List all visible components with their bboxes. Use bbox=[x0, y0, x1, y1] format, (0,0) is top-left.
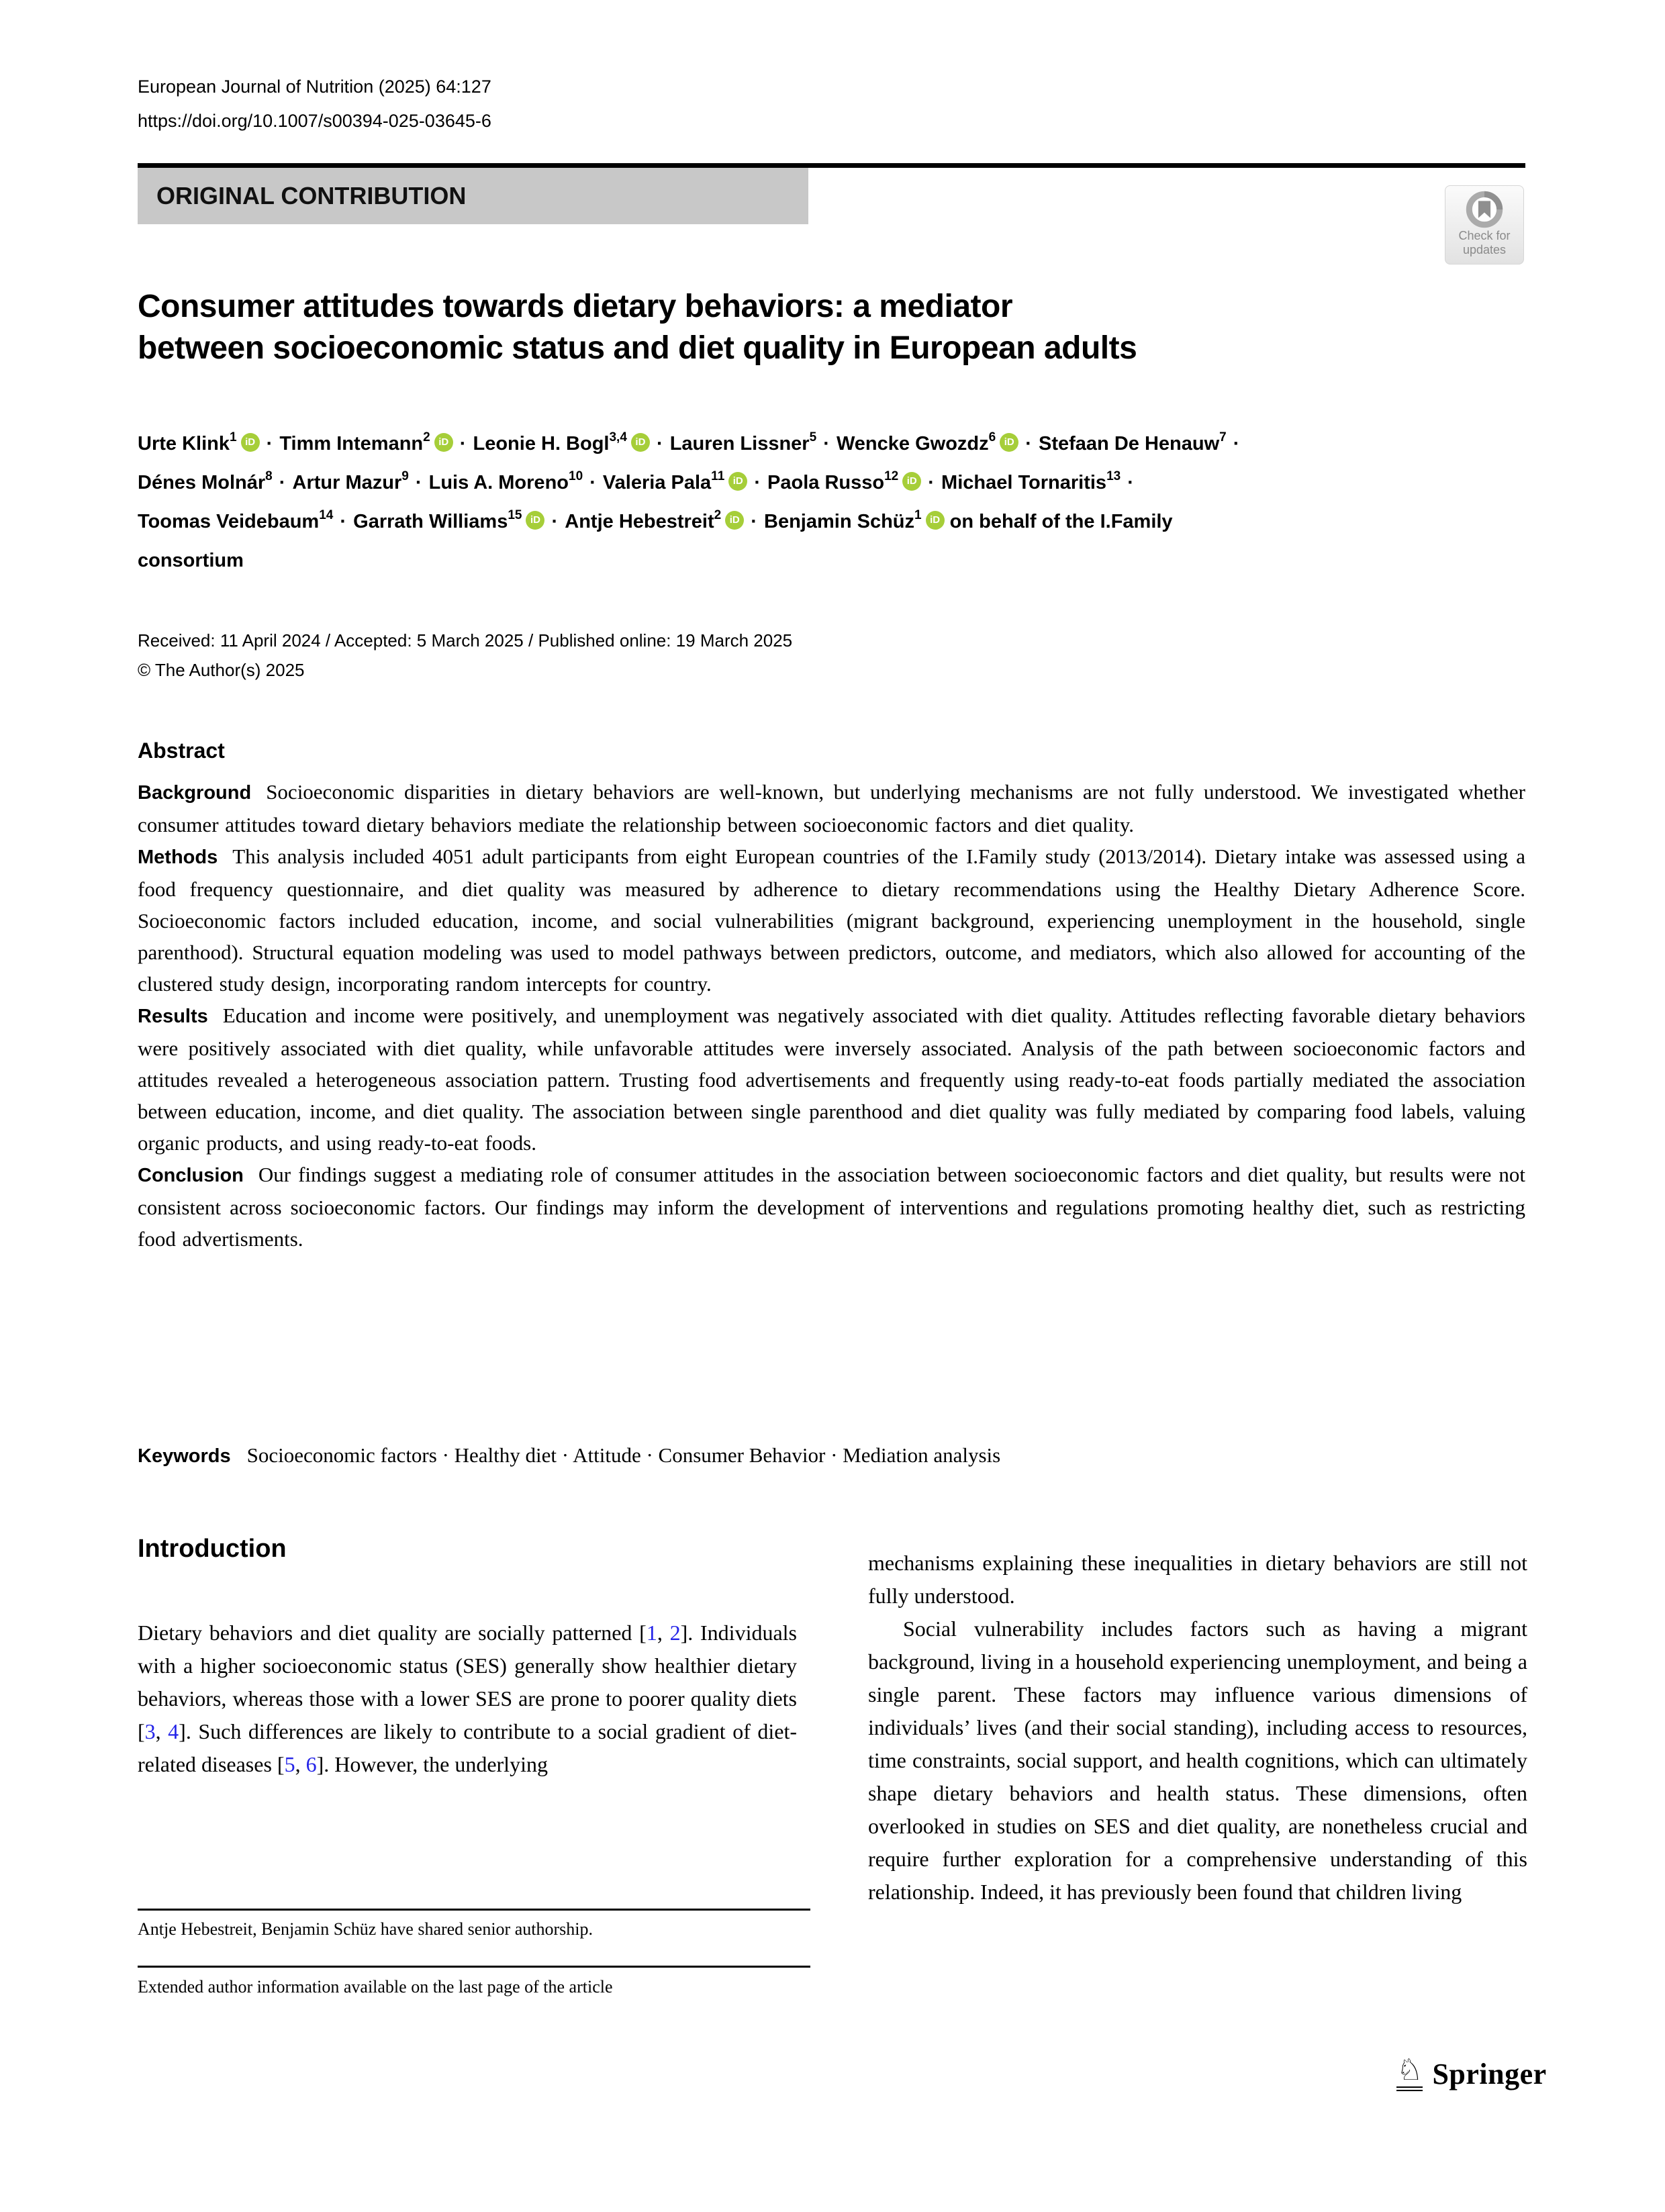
abstract-section-text: Socioeconomic disparities in dietary behaviors are well-known, but underlying mechanisms are not fully understood. We investigated whether consumer attitudes toward dietary behaviors mediate the relationship between socioeconomic factors and diet quality. bbox=[138, 780, 1525, 836]
article-category-label: ORIGINAL CONTRIBUTION bbox=[156, 182, 467, 209]
check-badge-line2: updates bbox=[1462, 243, 1507, 256]
abstract-heading: Abstract bbox=[138, 738, 225, 763]
author-name: Leonie H. Bogl bbox=[473, 433, 610, 454]
author-separator: · bbox=[1020, 433, 1037, 454]
author-line bbox=[138, 502, 1561, 541]
orcid-icon[interactable]: iD bbox=[1000, 433, 1018, 452]
orcid-icon[interactable]: iD bbox=[241, 433, 260, 452]
citation-link[interactable]: 4 bbox=[168, 1719, 179, 1743]
author-name: Artur Mazur bbox=[292, 472, 402, 493]
author-separator: · bbox=[922, 472, 941, 493]
author-affiliation-superscript: 2 bbox=[714, 508, 722, 522]
body-paragraph bbox=[138, 1617, 797, 1781]
article-category-band bbox=[138, 168, 808, 224]
footnote-rule-1 bbox=[138, 1909, 810, 1911]
citation-link[interactable]: 5 bbox=[284, 1752, 295, 1776]
author-affiliation-superscript: 14 bbox=[319, 508, 334, 522]
body-text: ]. Individuals with a higher socioeconomic status (SES) generally show healthier dietary behaviors, whereas those with a lower SES are prone to poorer quality diets [ bbox=[138, 1621, 798, 1743]
footnote-rule-2 bbox=[138, 1966, 810, 1968]
author-separator: · bbox=[260, 433, 279, 454]
author-line bbox=[138, 541, 1561, 580]
abstract-body bbox=[138, 776, 1525, 1255]
abstract-paragraph bbox=[138, 1159, 1525, 1255]
body-text: , bbox=[295, 1752, 306, 1776]
abstract-section-text: Education and income were positively, and unemployment was negatively associated with diet quality. Attitudes reflecting favorable dietary behaviors were positively associated with diet quality, while unfavorable attitudes were inversely associated. Analysis of the path between socioeconomic factors and attitudes revealed a heterogeneous association pattern. Trusting food advertisements and frequently using ready-to-eat foods partially mediated the association between education, income, and diet quality. The association between single parenthood and diet quality was fully mediated by comparing food labels, valuing organic products, and using ready-to-eat foods. bbox=[138, 1004, 1525, 1155]
author-separator: · bbox=[1122, 472, 1134, 493]
author-name: Dénes Molnár bbox=[138, 472, 266, 493]
body-text: mechanisms explaining these inequalities in dietary behaviors are still not fully understood. bbox=[868, 1551, 1527, 1608]
body-text: , bbox=[657, 1621, 670, 1645]
abstract-section-text: This analysis included 4051 adult participants from eight European countries of the I.Family study (2013/2014). Dietary intake was assessed using a food frequency questionnaire, and diet quality was measured by adherence to dietary recommendations using the Healthy Dietary Adherence Score. Socioeconomic factors included education, income, and social vulnerabilities (migrant background, experiencing unemployment in the household, single parenthood). Structural equation modeling was used to model pathways between predictors, outcome, and mediators, which also allowed for accounting of the clustered study design, incorporating random intercepts for country. bbox=[138, 845, 1525, 996]
author-affiliation-superscript: 10 bbox=[569, 469, 583, 483]
received-accepted-line: Received: 11 April 2024 / Accepted: 5 March 2025 / Published online: 19 March 2025 bbox=[138, 630, 793, 651]
author-name: Garrath Williams bbox=[353, 511, 508, 532]
author-separator: · bbox=[651, 433, 669, 454]
author-affiliation-superscript: 12 bbox=[884, 469, 899, 483]
footnote-senior-authorship: Antje Hebestreit, Benjamin Schüz have shared senior authorship. bbox=[138, 1919, 593, 1939]
author-name: Lauren Lissner bbox=[669, 433, 810, 454]
body-paragraph bbox=[868, 1613, 1527, 1909]
publisher-logo bbox=[1396, 2053, 1547, 2091]
author-affiliation-superscript: 7 bbox=[1219, 430, 1227, 444]
orcid-icon[interactable]: iD bbox=[526, 511, 544, 530]
author-line bbox=[138, 424, 1561, 463]
publisher-name: Springer bbox=[1432, 2058, 1547, 2090]
author-separator: · bbox=[1227, 433, 1240, 454]
footnote-extended-authors: Extended author information available on the last page of the article bbox=[138, 1977, 613, 1997]
author-affiliation-superscript: 5 bbox=[809, 430, 817, 444]
springer-knight-icon: ♘ bbox=[1396, 2056, 1423, 2091]
citation-link[interactable]: 3 bbox=[144, 1719, 156, 1743]
citation-link[interactable]: 1 bbox=[646, 1621, 657, 1645]
body-text: , bbox=[155, 1719, 169, 1743]
author-line bbox=[138, 463, 1561, 502]
orcid-icon[interactable]: iD bbox=[725, 511, 744, 530]
title-line-2: between socioeconomic status and diet quality in European adults bbox=[138, 330, 1137, 366]
title-line-1: Consumer attitudes towards dietary behaviors: a mediator bbox=[138, 289, 1012, 324]
author-affiliation-superscript: 11 bbox=[711, 469, 725, 483]
article-history bbox=[138, 626, 792, 685]
author-affiliation-superscript: 15 bbox=[508, 508, 522, 522]
body-paragraph bbox=[868, 1547, 1527, 1613]
check-for-updates-badge[interactable] bbox=[1445, 185, 1524, 265]
author-list bbox=[138, 424, 1561, 580]
body-text: Dietary behaviors and diet quality are socially patterned [ bbox=[138, 1621, 647, 1645]
orcid-icon[interactable]: iD bbox=[926, 511, 945, 530]
citation-link[interactable]: 2 bbox=[669, 1621, 681, 1645]
author-name: Michael Tornaritis bbox=[941, 472, 1107, 493]
author-affiliation-superscript: 13 bbox=[1106, 469, 1121, 483]
abstract-section-label: Results bbox=[138, 1006, 208, 1027]
author-separator: · bbox=[334, 511, 352, 532]
author-affiliation-superscript: 3,4 bbox=[609, 430, 627, 444]
author-name: Benjamin Schüz bbox=[764, 511, 915, 532]
abstract-section-label: Methods bbox=[138, 847, 218, 868]
citation-link[interactable]: 6 bbox=[305, 1752, 317, 1776]
author-separator: · bbox=[546, 511, 564, 532]
author-affiliation-superscript: 9 bbox=[401, 469, 409, 483]
journal-citation-line: European Journal of Nutrition (2025) 64:127 bbox=[138, 77, 491, 97]
check-badge-line1: Check for bbox=[1458, 229, 1511, 242]
author-affiliation-superscript: 2 bbox=[423, 430, 430, 444]
body-text: ]. Such differences are likely to contribute to a social gradient of diet-related diseases [ bbox=[138, 1719, 797, 1776]
author-name: Timm Intemann bbox=[279, 433, 424, 454]
abstract-paragraph bbox=[138, 776, 1525, 840]
author-separator: · bbox=[410, 472, 428, 493]
author-suffix-text: consortium bbox=[138, 550, 244, 571]
author-separator: · bbox=[749, 472, 767, 493]
abstract-paragraph bbox=[138, 1000, 1525, 1159]
orcid-icon[interactable]: iD bbox=[631, 433, 650, 452]
abstract-section-label: Conclusion bbox=[138, 1165, 244, 1186]
author-suffix-text: on behalf of the I.Family bbox=[944, 511, 1173, 532]
section-heading-introduction: Introduction bbox=[138, 1535, 287, 1563]
author-affiliation-superscript: 1 bbox=[914, 508, 922, 522]
author-name: Valeria Pala bbox=[602, 472, 712, 493]
author-separator: · bbox=[584, 472, 602, 493]
keywords-label: Keywords bbox=[138, 1445, 231, 1467]
body-column-right bbox=[868, 1547, 1527, 1909]
author-name: Paola Russo bbox=[767, 472, 885, 493]
header-rule bbox=[138, 163, 1525, 168]
author-affiliation-superscript: 8 bbox=[265, 469, 273, 483]
author-separator: · bbox=[454, 433, 472, 454]
body-text: ]. However, the underlying bbox=[316, 1752, 548, 1776]
author-separator: · bbox=[273, 472, 291, 493]
copyright-line: © The Author(s) 2025 bbox=[138, 660, 305, 680]
orcid-icon[interactable]: iD bbox=[434, 433, 453, 452]
author-name: Toomas Veidebaum bbox=[138, 511, 320, 532]
abstract-section-text: Our findings suggest a mediating role of consumer attitudes in the association between socioeconomic factors and diet quality, but results were not consistent across socioeconomic factors. Our findings may inform the development of interventions and regulations promoting healthy diet, such as restricting food advertisments. bbox=[138, 1163, 1525, 1251]
abstract-paragraph bbox=[138, 840, 1525, 1000]
doi-line: https://doi.org/10.1007/s00394-025-03645-6 bbox=[138, 111, 491, 131]
body-column-left bbox=[138, 1617, 797, 1781]
author-name: Luis A. Moreno bbox=[428, 472, 569, 493]
author-name: Stefaan De Henauw bbox=[1039, 433, 1220, 454]
keywords-line bbox=[138, 1443, 1525, 1468]
author-affiliation-superscript: 1 bbox=[229, 430, 237, 444]
author-separator: · bbox=[818, 433, 835, 454]
author-affiliation-superscript: 6 bbox=[988, 430, 996, 444]
body-text: Social vulnerability includes factors such as having a migrant background, living in a household experiencing unemployment, and being a single parent. These factors may influence various dimensions of individuals’ lives (and their social standing), including access to resources, time constraints, social support, and health cognitions, which can ultimately shape dietary behaviors and health status. These dimensions, often overlooked in studies on SES and diet quality, are nonetheless crucial and require further exploration for a comprehensive understanding of this relationship. Indeed, it has previously been found that children living bbox=[868, 1617, 1527, 1904]
author-name: Antje Hebestreit bbox=[565, 511, 714, 532]
keywords-text: Socioeconomic factors · Healthy diet · Attitude · Consumer Behavior · Mediation analysis bbox=[246, 1443, 1001, 1467]
orcid-icon[interactable]: iD bbox=[728, 472, 747, 491]
orcid-icon[interactable]: iD bbox=[902, 472, 921, 491]
author-name: Wencke Gwozdz bbox=[836, 433, 989, 454]
page-title bbox=[138, 286, 1548, 369]
abstract-section-label: Background bbox=[138, 782, 252, 804]
author-separator: · bbox=[745, 511, 763, 532]
crossmark-icon bbox=[1465, 190, 1504, 229]
author-name: Urte Klink bbox=[138, 433, 230, 454]
